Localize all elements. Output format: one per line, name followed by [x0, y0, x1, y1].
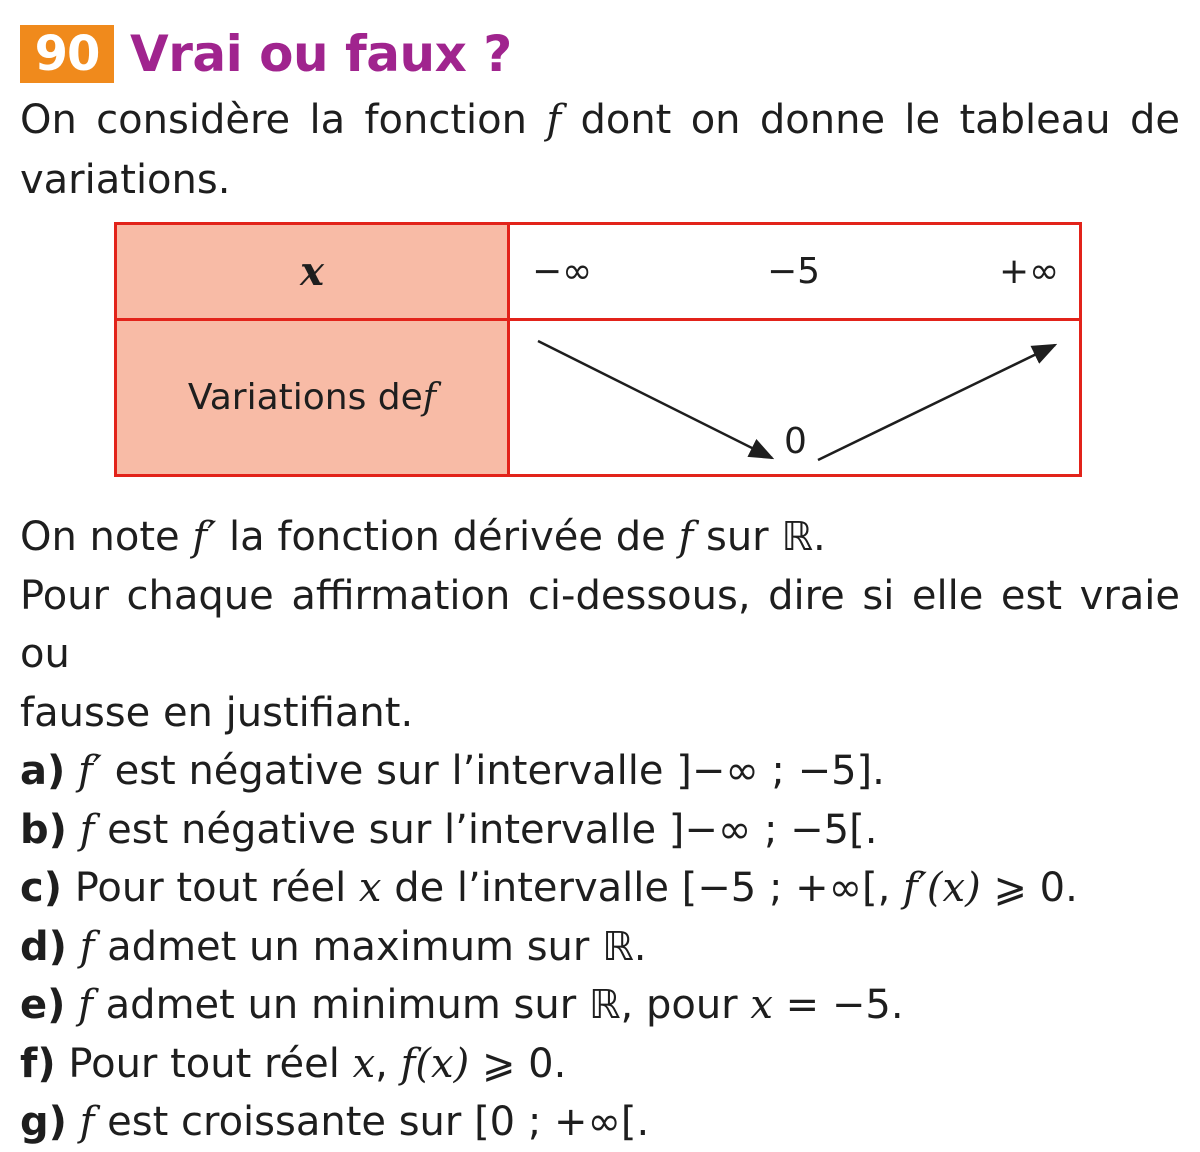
intro-line-2: variations. — [20, 157, 231, 203]
function-expression: f(x) — [400, 1040, 470, 1087]
exercise-number-badge: 90 — [20, 25, 114, 83]
statement-label: d) — [20, 923, 67, 970]
function-symbol: f — [79, 806, 95, 853]
derivative-symbol: f′ — [192, 514, 217, 560]
function-symbol: f — [79, 1099, 95, 1145]
intro-text: On considère la fonction — [20, 97, 547, 143]
function-symbol: f — [678, 514, 694, 560]
x-value-pos-infinity: +∞ — [999, 251, 1060, 292]
derivative-note — [20, 508, 1180, 567]
variable-symbol: x — [750, 982, 773, 1028]
statement-b — [20, 801, 1180, 860]
function-symbol: f — [422, 377, 437, 418]
statement-text: est négative sur l’intervalle ]−∞ ; −5]. — [101, 748, 885, 794]
function-symbol: f — [79, 923, 95, 970]
statement-text: admet un minimum sur ℝ, pour — [92, 982, 751, 1028]
intro-line-1 — [20, 90, 1180, 150]
note-text: On note — [20, 514, 193, 560]
exercise-header — [20, 24, 512, 84]
statement-text: Pour tout réel — [62, 865, 359, 911]
instruction-line-1: Pour chaque affirmation ci-dessous, dire si elle est vraie ou — [20, 572, 1180, 677]
statement-text: ⩾ 0. — [980, 865, 1078, 911]
statement-text: Pour tout réel — [55, 1040, 353, 1087]
x-variable-label: x — [300, 248, 324, 295]
x-value-neg-infinity: −∞ — [532, 251, 593, 292]
variation-arrows — [510, 321, 1080, 476]
x-value-minus-five: −5 — [767, 251, 821, 292]
instruction-line-2: fausse en justifiant. — [20, 689, 414, 736]
statement-label: g) — [20, 1099, 67, 1145]
variation-table — [114, 222, 1082, 477]
statement-text: admet un maximum sur ℝ. — [94, 923, 647, 970]
statement-label: f) — [20, 1040, 56, 1087]
statement-f — [20, 1035, 1180, 1094]
intro-paragraph — [20, 90, 1180, 210]
function-symbol: f — [78, 982, 93, 1028]
statement-label: b) — [20, 806, 67, 853]
variations-label: Variations de — [187, 377, 423, 418]
note-text: la fonction dérivée de — [216, 514, 679, 560]
statement-text: , — [375, 1040, 401, 1087]
increasing-arrow — [818, 345, 1055, 460]
decreasing-arrow — [538, 341, 772, 458]
statement-c — [20, 859, 1180, 918]
variations-header-cell — [117, 321, 507, 474]
questions-section — [20, 508, 1180, 1152]
statement-text: ⩾ 0. — [469, 1040, 567, 1087]
variable-symbol: x — [358, 865, 382, 911]
derivative-symbol: f′ — [78, 748, 102, 794]
statement-label: c) — [20, 865, 62, 911]
function-symbol: f — [546, 97, 562, 143]
statement-text: de l’intervalle [−5 ; +∞[, — [381, 865, 904, 911]
variable-symbol: x — [352, 1040, 376, 1087]
statement-label: e) — [20, 982, 66, 1028]
statement-text: = −5. — [772, 982, 904, 1028]
derivative-expression: f′(x) — [903, 865, 981, 911]
intro-text: dont on donne le tableau de — [561, 97, 1180, 143]
statement-d — [20, 918, 1180, 977]
statement-g — [20, 1093, 1180, 1152]
x-header-cell — [117, 225, 507, 318]
exercise-title: Vrai ou faux ? — [130, 25, 512, 83]
statement-text: est négative sur l’intervalle ]−∞ ; −5[. — [94, 806, 878, 853]
statement-a — [20, 742, 1180, 801]
statement-label: a) — [20, 748, 66, 794]
note-text: sur ℝ. — [693, 514, 826, 560]
statement-text: est croissante sur [0 ; +∞[. — [94, 1099, 650, 1145]
min-value-zero: 0 — [784, 421, 807, 462]
statement-e — [20, 976, 1180, 1035]
